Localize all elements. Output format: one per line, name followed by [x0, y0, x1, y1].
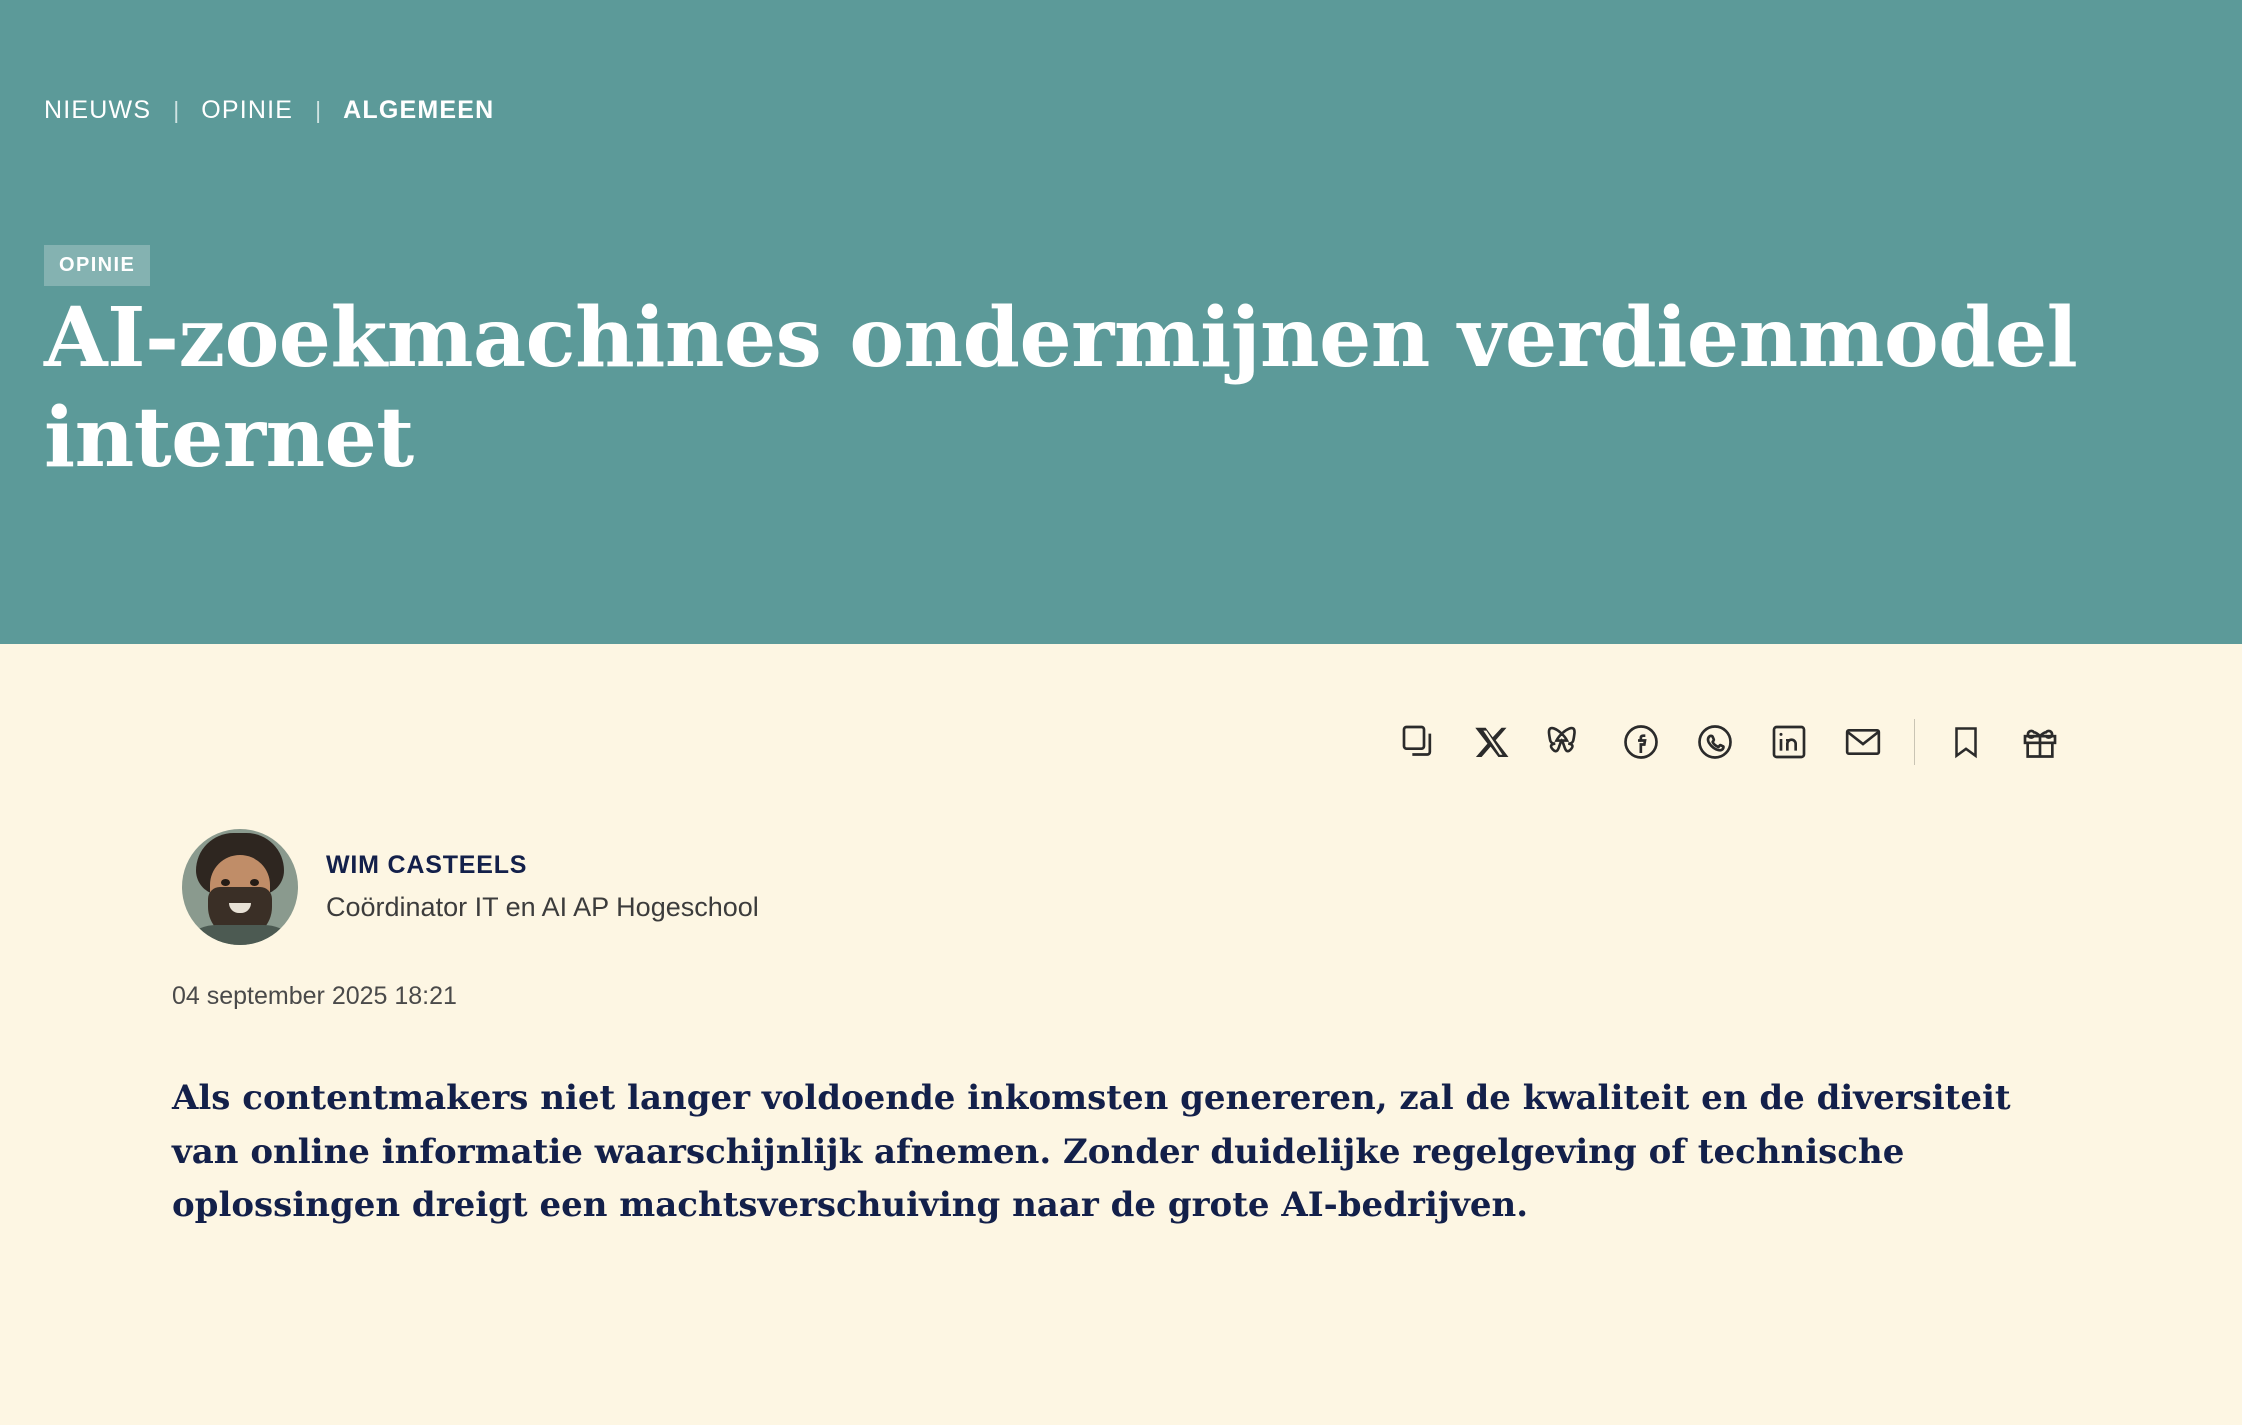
- breadcrumb-item-opinie[interactable]: OPINIE: [201, 96, 294, 124]
- share-toolbar: [1382, 709, 2077, 775]
- copy-link-icon[interactable]: [1382, 709, 1456, 775]
- author-text: [326, 851, 759, 923]
- email-icon[interactable]: [1826, 709, 1900, 775]
- author-name[interactable]: WIM CASTEELS: [326, 851, 528, 879]
- gift-icon[interactable]: [2003, 709, 2077, 775]
- facebook-icon[interactable]: [1604, 709, 1678, 775]
- breadcrumb: [44, 96, 494, 125]
- breadcrumb-item-algemeen[interactable]: ALGEMEEN: [343, 96, 495, 124]
- avatar-eye-right: [250, 879, 259, 886]
- avatar-shoulders: [182, 925, 298, 945]
- breadcrumb-separator: |: [173, 97, 180, 123]
- category-badge-opinie[interactable]: OPINIE: [44, 245, 150, 286]
- publish-timestamp: 04 september 2025 18:21: [172, 982, 457, 1010]
- article-content: [0, 644, 2242, 1425]
- breadcrumb-item-nieuws[interactable]: NIEUWS: [44, 96, 152, 124]
- article-hero: [0, 0, 2242, 644]
- bluesky-icon[interactable]: [1530, 709, 1604, 775]
- linkedin-icon[interactable]: [1752, 709, 1826, 775]
- bookmark-icon[interactable]: [1929, 709, 2003, 775]
- article-lede: Als contentmakers niet langer voldoende inkomsten genereren, zal de kwaliteit en de diversiteit van online informatie waarschijnlijk afnemen. Zonder duidelijke regelgeving of technische oplossingen dreigt een machtsverschuiving naar de grote AI-bedrijven.: [172, 1078, 2011, 1226]
- author-role: Coördinator IT en AI AP Hogeschool: [326, 892, 759, 922]
- avatar-eye-left: [221, 879, 230, 886]
- avatar: [182, 829, 298, 945]
- toolbar-divider: [1914, 719, 1915, 765]
- whatsapp-icon[interactable]: [1678, 709, 1752, 775]
- page-title: AI-zoekmachines ondermijnen verdienmodel internet: [44, 290, 2078, 487]
- x-twitter-icon[interactable]: [1456, 709, 1530, 775]
- breadcrumb-separator: |: [315, 97, 322, 123]
- author-block[interactable]: [182, 829, 759, 945]
